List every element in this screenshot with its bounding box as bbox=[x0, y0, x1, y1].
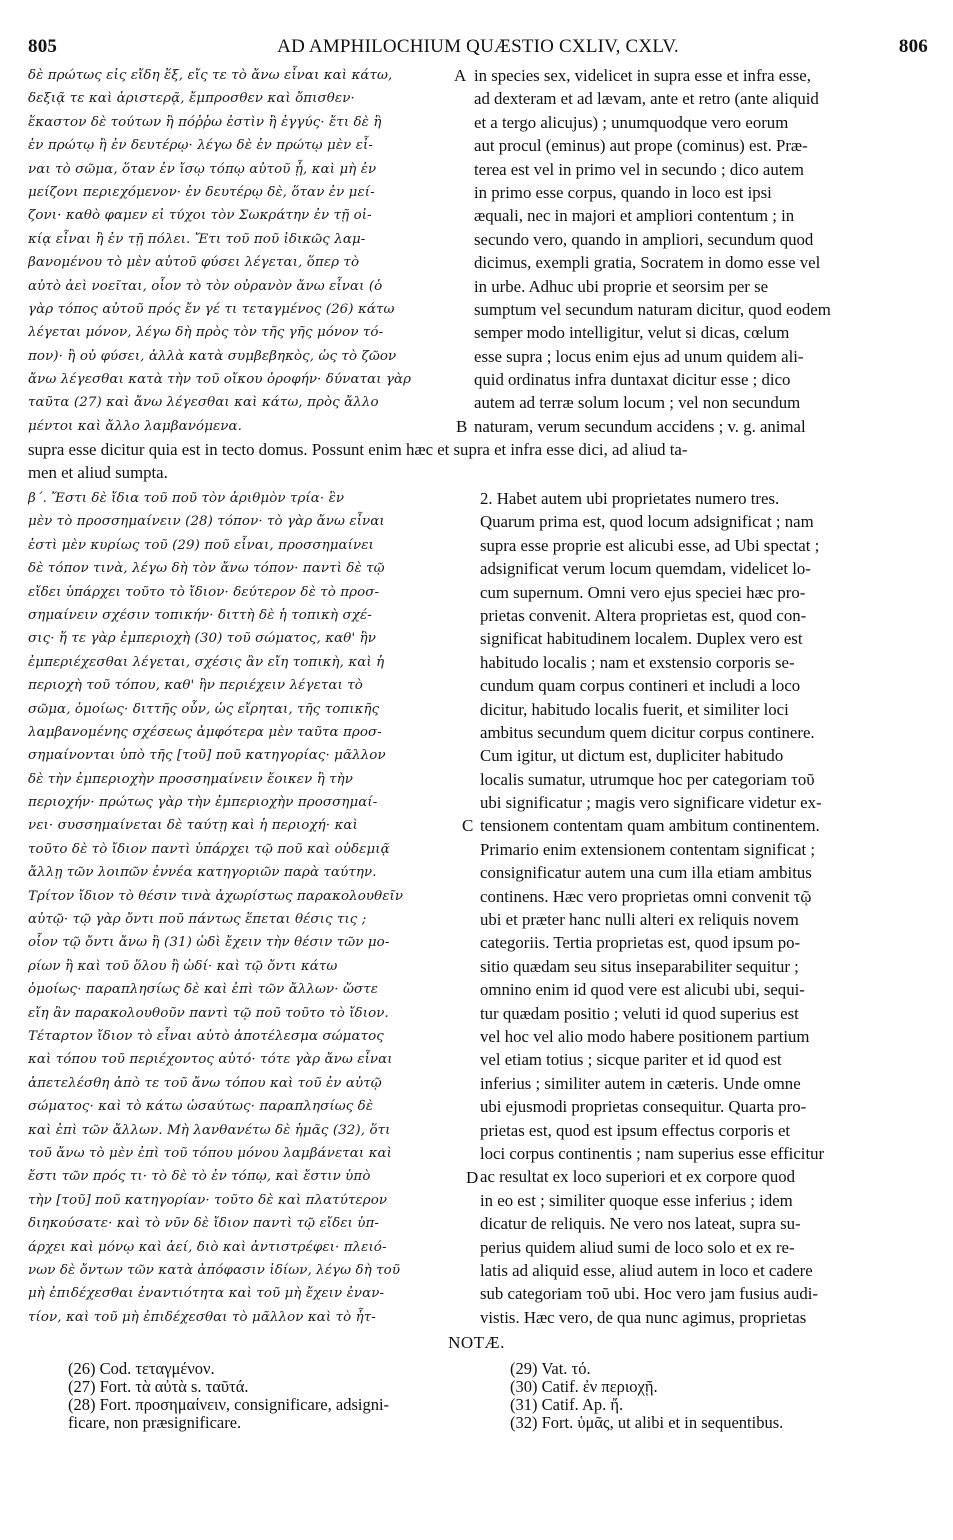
latin-column-bottom bbox=[480, 487, 930, 1329]
latin-line: adsignificat verum locum quemdam, videlicet lo- bbox=[480, 559, 811, 579]
latin-line: semper modo intelligitur, velut si dicas, cœlum bbox=[474, 323, 790, 343]
notes-left bbox=[68, 1360, 468, 1432]
latin-line: supra esse dicitur quia est in tecto domus. Possunt enim hæc et supra et infra esse dici, ad aliud ta- bbox=[28, 440, 688, 459]
greek-line: δὲ τόπον τινὰ, λέγω δὴ τὸν ἄνω τόπον· παντὶ δὲ τῷ bbox=[28, 561, 385, 577]
greek-line: μὲν τὸ προσσημαίνειν (28) τόπον· τὸ γὰρ ἄνω εἶναι bbox=[28, 514, 385, 530]
greek-line: εἴδει ὑπάρχει τοῦτο τὸ ἴδιον· δεύτερον δὲ τὸ προσ- bbox=[28, 584, 380, 600]
note-line: (32) Fort. ὑμᾶς, ut alibi et in sequentibus. bbox=[510, 1413, 784, 1432]
latin-line: Primario enim extensionem contentam significat ; bbox=[480, 839, 816, 859]
latin-line: esse supra ; locus enim ejus ad unum quidem ali- bbox=[474, 346, 804, 366]
greek-line: τίον, καὶ τοῦ μὴ ἐπιδέχεσθαι τὸ μᾶλλον καὶ τὸ ἧτ- bbox=[28, 1309, 376, 1325]
latin-line: ad dexteram et ad lævam, ante et retro (ante aliquid bbox=[474, 89, 819, 109]
latin-line: cundum quam corpus contineri et includi a loco bbox=[480, 676, 801, 696]
greek-line: σημαίνειν σχέσιν τοπικήν· διττὴ δὲ ἡ τοπικὴ σχέ- bbox=[28, 607, 372, 623]
greek-line: Τρίτον ἴδιον τὸ θέσιν τινὰ ἀχωρίστως παρακολουθεῖν bbox=[28, 888, 404, 904]
greek-line: εἴη ἂν παρακολουθοῦν παντὶ τῷ ποῦ τοῦτο τὸ ἴδιον. bbox=[28, 1005, 389, 1021]
latin-line: men et aliud sumpta. bbox=[28, 463, 168, 483]
greek-line: ναι τὸ σῶμα, ὅταν ἐν ἴσῳ τόπῳ αὐτοῦ ᾖ, καὶ μὴ ἐν bbox=[28, 161, 377, 177]
latin-line: consignificatur autem una cum illa etiam ambitus bbox=[480, 863, 812, 883]
section-marker-b: B bbox=[456, 417, 468, 436]
section-marker-a: A bbox=[454, 66, 467, 85]
greek-line: ἕκαστον δὲ τούτων ἢ πόῤῥω ἐστὶν ἢ ἐγγύς· ἔτι δὲ ἢ bbox=[28, 114, 382, 130]
greek-line: ἄλλῃ τῶν λοιπῶν ἐννέα κατηγοριῶν παρὰ ταύτην. bbox=[28, 865, 377, 881]
latin-line: vel etiam totius ; sicque pariter et id quod est bbox=[480, 1050, 782, 1070]
section-marker-d: D bbox=[466, 1168, 479, 1187]
latin-line: aut procul (eminus) aut prope (cominus) est. Præ- bbox=[474, 136, 808, 156]
latin-line: ac resultat ex loco superiori et ex corpore quod bbox=[480, 1167, 795, 1187]
greek-line: ὁμοίως· παραπλησίως δὲ καὶ ἐπὶ τῶν ἄλλων· ὥστε bbox=[28, 982, 379, 998]
note-line: (29) Vat. τό. bbox=[510, 1359, 591, 1378]
greek-line: ἔστι τῶν πρός τι· τὸ δὲ τὸ ἐν τόπῳ, καὶ ἔστιν ὑπὸ bbox=[28, 1169, 371, 1185]
greek-line: ρίων ἢ καὶ τοῦ ὅλου ἢ ὡδί· καὶ τῷ ὄντι κάτω bbox=[28, 958, 338, 974]
latin-line: æquali, nec in majori et ampliori contentum ; in bbox=[474, 206, 795, 226]
greek-line: σῶμα, ὁμοίως· διττῆς οὖν, ὡς εἴρηται, τῆς τοπικῆς bbox=[28, 701, 380, 717]
greek-line: αὐτῷ· τῷ γὰρ ὄντι ποῦ πάντως ἕπεται θέσις τις ; bbox=[28, 912, 367, 928]
greek-line: ἄνω λέγεσθαι κατὰ τὴν τοῦ οἴκου ὀροφήν· δύναται γὰρ bbox=[28, 372, 412, 388]
latin-line: 2. Habet autem ubi proprietates numero tres. bbox=[480, 489, 780, 508]
latin-line: cum supernum. Omni vero ejus speciei hæc pro- bbox=[480, 582, 806, 602]
greek-line: νει· συσσημαίνεται δὲ ταύτῃ καὶ ἡ περιοχή· καὶ bbox=[28, 818, 358, 834]
latin-line: secundo vero, quando in ampliori, secundum quod bbox=[474, 229, 814, 249]
note-line: (30) Catif. ἐν περιοχῇ. bbox=[510, 1377, 658, 1396]
latin-line: et a tergo alicujus) ; unumquodque vero eorum bbox=[474, 112, 789, 132]
greek-line: βανομένου τὸ μὲν αὐτοῦ φύσει λέγεται, ὅπερ τὸ bbox=[28, 255, 360, 271]
greek-line: σώματος· καὶ τὸ κάτω ὡσαύτως· παραπλησίως δὲ bbox=[28, 1099, 374, 1115]
latin-line: ubi ejusmodi proprietas consequitur. Quarta pro- bbox=[480, 1097, 807, 1117]
latin-line: terea est vel in primo vel in secundo ; dico autem bbox=[474, 159, 804, 179]
page-number-left: 805 bbox=[28, 36, 58, 57]
greek-line: ζονι· καθὸ φαμεν εἰ τύχοι τὸν Σωκράτην ἐν τῇ οἰ- bbox=[28, 208, 372, 224]
latin-line: localis sumatur, utrumque hoc per categoriam τοῦ bbox=[480, 769, 815, 789]
latin-line: in species sex, videlicet in supra esse et infra esse, bbox=[474, 66, 811, 85]
greek-line: καὶ ἐπὶ τῶν ἄλλων. Μὴ λανθανέτω δὲ ἡμᾶς (32), ὅτι bbox=[28, 1122, 391, 1138]
note-line: (27) Fort. τὰ αὐτὰ s. ταῦτά. bbox=[68, 1377, 249, 1396]
greek-line: περιοχήν· πρώτως γὰρ τὴν ἐμπεριοχὴν προσσημαί- bbox=[28, 795, 378, 811]
running-header bbox=[28, 36, 928, 60]
latin-line: continens. Hæc vero proprietas omni convenit τῷ bbox=[480, 886, 812, 906]
greek-line: μείζονι περιεχόμενον· ἐν δευτέρῳ δὲ, ὅταν ἐν μεί- bbox=[28, 184, 375, 200]
greek-line: δὲ τὴν ἐμπεριοχὴν προσσημαίνειν ἔοικεν ἢ τὴν bbox=[28, 771, 354, 787]
note-line: ficare, non præsignificare. bbox=[68, 1413, 242, 1432]
notes-heading: NOTÆ. bbox=[448, 1333, 505, 1352]
greek-line: λαμβανομένης σχέσεως ἀμφότερα μὲν ταῦτα προσ- bbox=[28, 724, 382, 740]
greek-line: διηκούσατε· καὶ τὸ νῦν δὲ ἴδιον παντὶ τῷ εἴδει ὑπ- bbox=[28, 1216, 380, 1232]
latin-line: tensionem contentam quam ambitum continentem. bbox=[480, 816, 820, 836]
latin-line: in primo esse corpus, quando in loco est ipsi bbox=[474, 182, 772, 202]
greek-line: μέντοι καὶ ἄλλο λαμβανόμενα. bbox=[28, 418, 243, 434]
latin-line: ubi significatur ; magis vero significare videtur ex- bbox=[480, 793, 822, 813]
note-line: (26) Cod. τεταγμένον. bbox=[68, 1359, 215, 1378]
latin-line: vel hoc vel alio modo habere positionem partium bbox=[480, 1026, 810, 1046]
latin-column-top bbox=[474, 64, 930, 438]
latin-line: ambitus secundum quem dicitur corpus continere. bbox=[480, 722, 815, 742]
greek-line: οἷον τῷ ὄντι ἄνω ἢ (31) ὡδὶ ἔχειν τὴν θέσιν τῶν μο- bbox=[28, 935, 390, 951]
latin-line: dicitur, habitudo localis fuerit, et similiter loci bbox=[480, 699, 789, 719]
latin-line: loci corpus continentis ; nam superius esse efficitur bbox=[480, 1143, 825, 1163]
latin-line: prietas est, quod est ipsum effectus corporis et bbox=[480, 1120, 791, 1140]
latin-line: sitio quædam seu situs inseparabiliter sequitur ; bbox=[480, 956, 799, 976]
latin-line: Cum igitur, ut dictum est, dupliciter habitudo bbox=[480, 746, 784, 766]
greek-line: πον)· ἢ οὐ φύσει, ἀλλὰ κατὰ συμβεβηκὸς, ὡς τὸ ζῶον bbox=[28, 348, 397, 364]
greek-line: γὰρ τόπος αὐτοῦ πρός ἔν γέ τι τεταγμένος (26) κάτω bbox=[28, 301, 395, 317]
latin-line: Quarum prima est, quod locum adsignificat ; nam bbox=[480, 512, 814, 532]
latin-line: perius quidem aliud sumi de loco solo et ex re- bbox=[480, 1237, 795, 1257]
greek-column-top bbox=[28, 64, 460, 438]
page-number-right: 806 bbox=[898, 36, 928, 57]
latin-line: sumptum vel secundum naturam dicitur, quod eodem bbox=[474, 299, 831, 319]
latin-line: in eo est ; similiter quoque esse inferius ; idem bbox=[480, 1190, 793, 1210]
greek-line: σημαίνονται ὑπὸ τῆς [τοῦ] ποῦ κατηγορίας· μᾶλλον bbox=[28, 748, 386, 764]
greek-line: ἀπετελέσθη ἀπὸ τε τοῦ ἄνω τόπου καὶ τοῦ ἐν αὐτῷ bbox=[28, 1075, 382, 1091]
greek-line: ἐστὶ μὲν κυρίως τοῦ (29) ποῦ εἶναι, προσσημαίνει bbox=[28, 537, 374, 553]
latin-line: inferius ; similiter autem in cæteris. Unde omne bbox=[480, 1073, 801, 1093]
greek-line: περιοχὴ τοῦ τόπου, καθ' ἣν περιέχειν λέγεται τὸ bbox=[28, 678, 363, 694]
greek-line: αὐτὸ ἀεὶ νοεῖται, οἷον τὸ τὸν οὐρανὸν ἄνω εἶναι (ὁ bbox=[28, 278, 383, 294]
latin-line: prietas convenit. Altera proprietas est, quod con- bbox=[480, 605, 807, 625]
greek-line: τὴν [τοῦ] ποῦ κατηγορίαν· τοῦτο δὲ καὶ πλατύτερον bbox=[28, 1192, 388, 1208]
section-marker-c: C bbox=[462, 816, 474, 835]
latin-line: categoriis. Tertia proprietas est, quod ipsum po- bbox=[480, 933, 801, 953]
latin-line: autem ad terræ solum locum ; vel non secundum bbox=[474, 393, 801, 413]
latin-line: ubi et præter hanc nulli alteri ex reliquis novem bbox=[480, 910, 799, 930]
notes-right bbox=[510, 1360, 930, 1432]
latin-line: dicimus, exempli gratia, Socratem in domo esse vel bbox=[474, 253, 821, 273]
latin-line: vistis. Hæc vero, de qua nunc agimus, proprietas bbox=[480, 1307, 807, 1327]
latin-line: in urbe. Adhuc ubi proprie et seorsim per se bbox=[474, 276, 769, 296]
latin-line: quid ordinatus infra duntaxat dicitur esse ; dico bbox=[474, 370, 791, 390]
latin-line: supra esse proprie est alicubi esse, ad Ubi spectat ; bbox=[480, 535, 820, 555]
latin-line: omnino enim id quod vere est alicubi ubi, sequi- bbox=[480, 980, 805, 1000]
greek-line: τοῦ ἄνω τὸ μὲν ἐπὶ τοῦ τόπου μόνου λαμβάνεται καὶ bbox=[28, 1145, 392, 1161]
latin-line: habitudo localis ; nam et exstensio corporis se- bbox=[480, 652, 795, 672]
greek-column-bottom bbox=[28, 487, 460, 1329]
latin-line: dicatur de reliquis. Ne vero nos lateat, supra su- bbox=[480, 1214, 801, 1234]
greek-line: β΄. Ἔστι δὲ ἴδια τοῦ ποῦ τὸν ἀριθμὸν τρία· ἓν bbox=[28, 491, 345, 506]
greek-line: ἐμπεριέχεσθαι λέγεται, σχέσις ἂν εἴη τοπικὴ, καὶ ἡ bbox=[28, 654, 385, 670]
latin-line: tur quædam positio ; veluti id quod superius est bbox=[480, 1003, 799, 1023]
note-line: (31) Catif. Ap. ἤ. bbox=[510, 1395, 624, 1414]
greek-line: μὴ ἐπιδέχεσθαι ἐναντιότητα καὶ τοῦ μὴ ἔχειν ἐναν- bbox=[28, 1286, 385, 1302]
greek-line: ἐν πρώτῳ ἢ ἐν δευτέρῳ· λέγω δὲ ἐν πρώτῳ μὲν εἶ- bbox=[28, 138, 373, 154]
greek-line: καὶ τόπου τοῦ περιέχοντος αὐτό· τότε γὰρ ἄνω εἶναι bbox=[28, 1052, 393, 1068]
latin-line: significat habitudinem localem. Duplex vero est bbox=[480, 629, 803, 649]
page-title: AD AMPHILOCHIUM QUÆSTIO CXLIV, CXLV. bbox=[277, 36, 679, 57]
greek-line: νων δὲ ὄντων τῶν κατὰ ἀπόφασιν ἰδίων, λέγω δὴ τοῦ bbox=[28, 1262, 401, 1278]
greek-line: σις· ἥ τε γὰρ ἐμπεριοχὴ (30) τοῦ σώματος, καθ' ἣν bbox=[28, 631, 376, 647]
greek-line: ταῦτα (27) καὶ ἄνω λέγεσθαι καὶ κάτω, πρὸς ἄλλο bbox=[28, 395, 379, 411]
greek-line: Τέταρτον ἴδιον τὸ εἶναι αὐτὸ ἀποτέλεσμα σώματος bbox=[28, 1028, 384, 1044]
greek-line: τοῦτο δὲ τὸ ἴδιον παντὶ ὑπάρχει τῷ ποῦ καὶ οὐδεμιᾷ bbox=[28, 841, 390, 857]
greek-line: κίᾳ εἶναι ἢ ἐν τῇ πόλει. Ἔτι τοῦ ποῦ ἰδικῶς λαμ- bbox=[28, 231, 366, 247]
latin-full-width bbox=[28, 438, 928, 485]
latin-line: latis ad aliquid esse, aliud autem in loco et cadere bbox=[480, 1260, 813, 1280]
greek-line: λέγεται μόνον, λέγω δὴ πρὸς τὸν τῆς γῆς μόνον τό- bbox=[28, 325, 384, 341]
note-line: (28) Fort. προσημαίνειν, consignificare, adsigni- bbox=[68, 1395, 390, 1414]
latin-line: naturam, verum secundum accidens ; v. g. animal bbox=[474, 416, 806, 436]
greek-line: άρχει καὶ μόνῳ καὶ ἀεί, διὸ καὶ ἀντιστρέφει· πλειό- bbox=[28, 1239, 387, 1255]
greek-line: δεξιᾷ τε καὶ ἀριστερᾷ, ἔμπροσθεν καὶ ὄπισθεν· bbox=[28, 91, 355, 107]
latin-line: sub categoriam τοῦ ubi. Hoc vero jam fusius audi- bbox=[480, 1284, 819, 1304]
greek-line: δὲ πρώτως εἰς εἴδη ἕξ, εἴς τε τὸ ἄνω εἶναι καὶ κάτω, bbox=[28, 68, 393, 83]
